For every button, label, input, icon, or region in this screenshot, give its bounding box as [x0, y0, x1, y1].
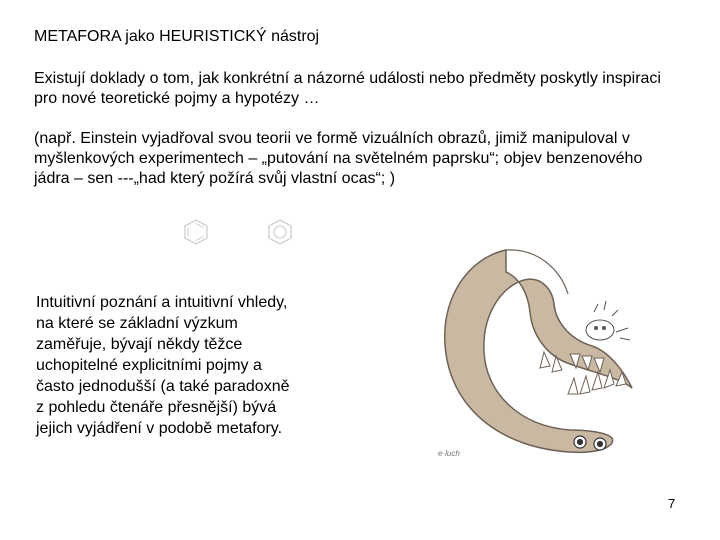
ouroboros-snake-illustration — [420, 242, 640, 467]
illustration-signature: e·luch — [438, 449, 460, 458]
intuition-line: jejich vyjádření v podobě metafory. — [36, 420, 283, 437]
intuition-line: uchopitelné explicitními pojmy a — [36, 357, 262, 374]
intuition-line: Intuitivní poznání a intuitivní vhledy, — [36, 294, 288, 311]
slide-title: METAFORA jako HEURISTICKÝ nástroj — [34, 28, 320, 45]
small-figure-sketch — [586, 301, 630, 340]
benzene-ring-icon — [266, 218, 294, 246]
example-paragraph: (např. Einstein vyjadřoval svou teorii ve formě vizuálních obrazů, jimiž manipuloval v myšlenkových experimentech – „putování na světelném paprsku“; objev benzenového jádra – sen ---„had který požírá svůj vlastní ocas“; ) — [34, 130, 643, 187]
intuition-text — [36, 292, 356, 439]
intuition-line: z pohledu čtenáře přesnější) bývá — [36, 399, 277, 416]
intuition-line: zaměřuje, bývají někdy těžce — [36, 336, 243, 353]
intuition-line: na které se základní výzkum — [36, 315, 238, 332]
page-number: 7 — [668, 496, 676, 511]
intuition-line: často jednodušší (a také paradoxně — [36, 378, 290, 395]
benzene-kekule-icon — [182, 218, 210, 246]
intro-paragraph: Existují doklady o tom, jak konkrétní a názorné události nebo předměty poskytly inspiraci pro nové teoretické pojmy a hypotézy … — [34, 70, 661, 107]
